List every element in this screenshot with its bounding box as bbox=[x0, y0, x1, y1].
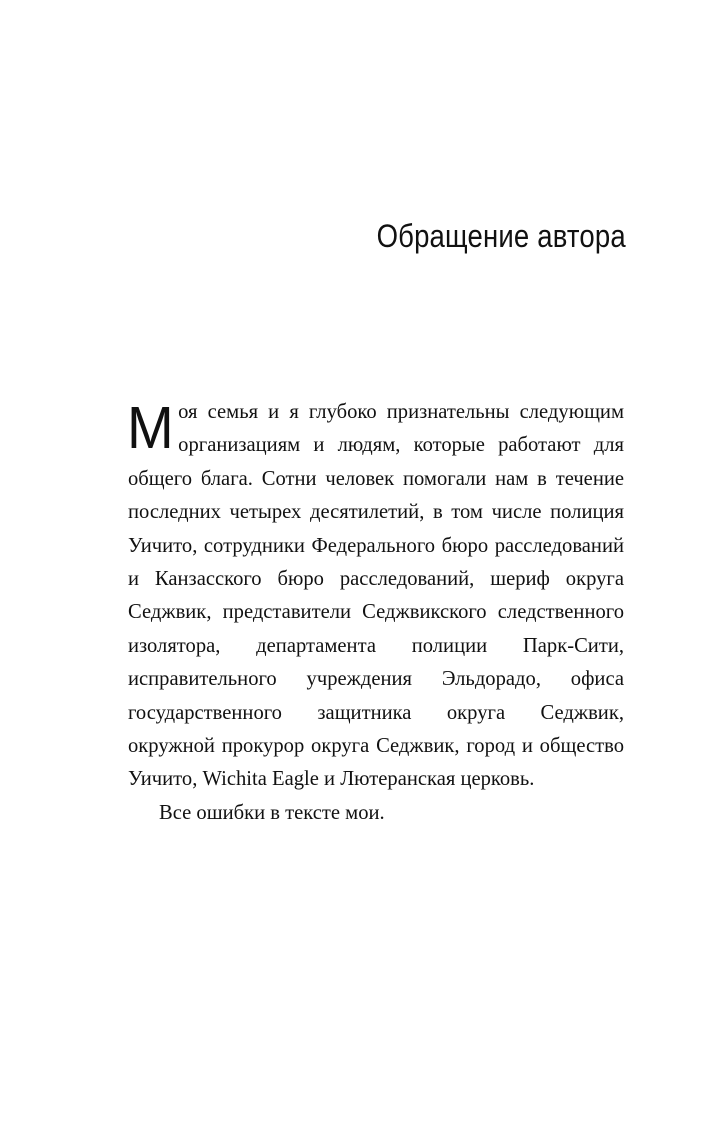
paragraph-text: оя семья и я глубоко признательны следующим организациям и людям, которые работают для общего блага. Сотни человек помогали нам в течение последних четырех десятилетий, в том числе полиция Уичито, сотрудники Федерального бюро расследований и Канзасского бюро расследований, шериф округа Седжвик, представители Седжвикского следственного изолятора, департамента полиции Парк-Сити, исправительного учреждения Эльдорадо, офиса государственного защитника округа Седжвик, окружной прокурор округа Седжвик, город и общество Уичито, Wichita Eagle и Лютеранская церковь. bbox=[128, 401, 624, 791]
body-text bbox=[128, 396, 624, 830]
drop-cap: М bbox=[127, 395, 174, 461]
closing-paragraph: Все ошибки в тексте мои. bbox=[159, 801, 385, 824]
acknowledgment-paragraph bbox=[128, 396, 624, 797]
chapter-title: Обращение автора bbox=[376, 218, 626, 254]
